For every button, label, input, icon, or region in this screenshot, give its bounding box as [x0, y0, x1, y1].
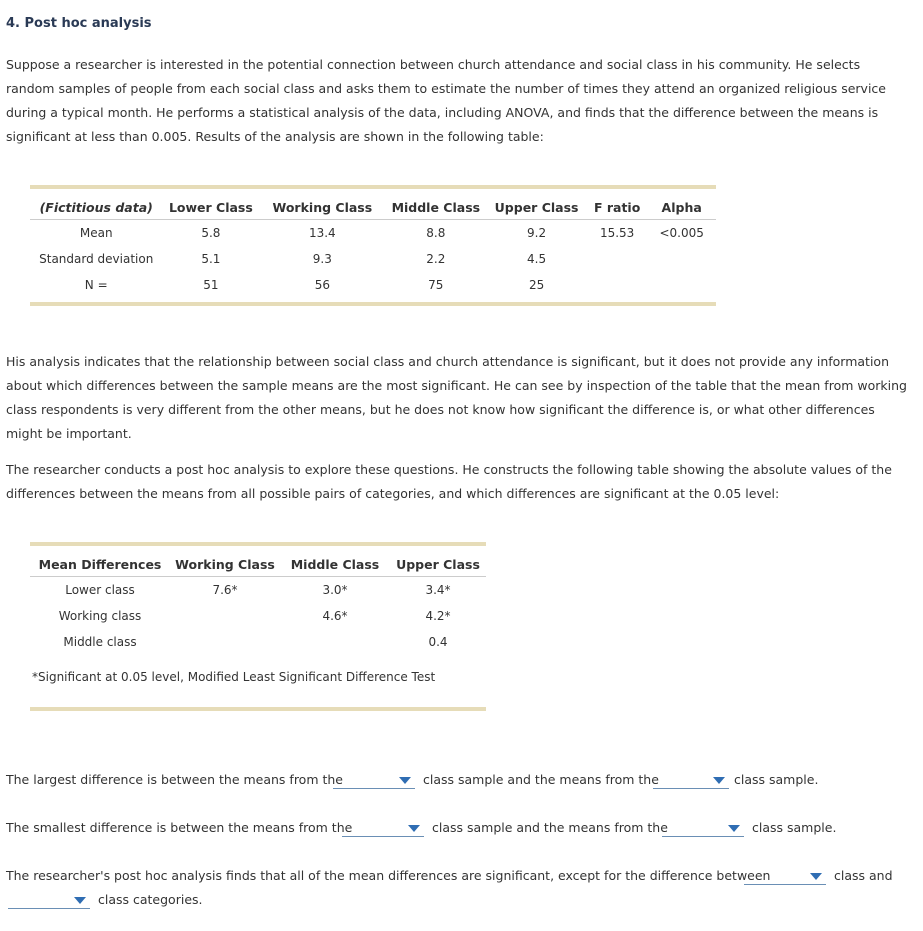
table1-top-bar	[30, 185, 716, 189]
q3-text-c: class categories.	[98, 892, 203, 907]
chevron-down-icon	[713, 777, 725, 784]
table-row	[30, 629, 486, 655]
q3-text-a: The researcher's post hoc analysis finds that all of the mean differences are significant, except for the difference between	[6, 868, 771, 883]
t1-cell: 56	[314, 278, 330, 292]
t2-cell: Middle class	[63, 635, 137, 649]
q3-dropdown-1[interactable]	[744, 868, 826, 885]
q3-dropdown-2[interactable]	[8, 892, 90, 909]
mean-differences-table	[30, 552, 486, 655]
q1-text-b: class sample and the means from the	[423, 772, 659, 787]
table2-bottom-bar	[30, 707, 486, 711]
t1-cell: 75	[428, 278, 444, 292]
q2-text-c: class sample.	[752, 820, 837, 835]
chevron-down-icon	[408, 825, 420, 832]
t1-cell: 9.3	[312, 252, 332, 266]
t1-header: F ratio	[587, 195, 647, 220]
t2-header: Working Class	[170, 552, 280, 577]
t1-cell: 5.8	[201, 226, 221, 240]
t1-header: Lower Class	[162, 195, 259, 220]
t1-cell: 25	[528, 278, 545, 292]
t1-cell: 13.4	[308, 226, 336, 240]
q1-text-c: class sample.	[734, 772, 819, 787]
t2-cell: Lower class	[65, 583, 135, 597]
t2-cell	[170, 629, 280, 655]
table1-bottom-bar	[30, 302, 716, 306]
t2-cell: Working class	[58, 609, 142, 623]
q2-dropdown-2[interactable]	[662, 820, 744, 837]
t1-cell: 8.8	[426, 226, 446, 240]
q3-text-b: class and	[834, 868, 893, 883]
significance-note: *Significant at 0.05 level, Modified Least Significant Difference Test	[32, 670, 436, 684]
q1-dropdown-1[interactable]	[333, 772, 415, 789]
t2-cell: 7.6*	[212, 583, 238, 597]
q1-dropdown-2[interactable]	[653, 772, 729, 789]
t1-header: Upper Class	[486, 195, 587, 220]
t2-cell: 4.2*	[425, 609, 451, 623]
t2-header: Mean Differences	[30, 552, 170, 577]
t2-cell: 4.6*	[322, 609, 348, 623]
table-row	[30, 603, 486, 629]
anova-table	[30, 195, 716, 298]
q2-text-a: The smallest difference is between the means from the	[6, 820, 353, 835]
t1-header: Working Class	[259, 195, 385, 220]
t1-cell	[647, 246, 716, 272]
q1-text-a: The largest difference is between the means from the	[6, 772, 343, 787]
t2-header: Middle Class	[280, 552, 390, 577]
t2-cell	[280, 629, 390, 655]
t1-cell: 9.2	[527, 226, 547, 240]
chevron-down-icon	[74, 897, 86, 904]
t1-cell: <0.005	[659, 226, 704, 240]
t2-cell: 3.4*	[425, 583, 451, 597]
t1-cell: N =	[84, 278, 108, 292]
t1-cell	[587, 272, 647, 298]
chevron-down-icon	[810, 873, 822, 880]
analysis-paragraph: His analysis indicates that the relationship between social class and church attendance is significant, but it does not provide any information about which differences between the sample means are the most significant. He can see by inspection of the table that the mean from working class respondents is very different from the other means, but he does not know how significant the difference is, or what other differences might be important.	[6, 354, 907, 441]
chevron-down-icon	[728, 825, 740, 832]
posthoc-paragraph: The researcher conducts a post hoc analysis to explore these questions. He constructs the following table showing the absolute values of the differences between the means from all possible pairs of categories, and which differences are significant at the 0.05 level:	[6, 462, 892, 501]
t1-cell	[587, 246, 647, 272]
intro-paragraph: Suppose a researcher is interested in the potential connection between church attendance and social class in his community. He selects random samples of people from each social class and asks them to estimate the number of times they attend an organized religious service during a typical month. He performs a statistical analysis of the data, including ANOVA, and finds that the difference between the means is significant at less than 0.005. Results of the analysis are shown in the following table:	[6, 57, 886, 144]
t1-header: Middle Class	[385, 195, 486, 220]
t1-cell: 51	[203, 278, 219, 292]
t1-cell: 5.1	[201, 252, 221, 266]
t1-cell: Standard deviation	[39, 252, 154, 266]
table-row	[30, 577, 486, 604]
t1-cell: 15.53	[599, 226, 635, 240]
table-row	[30, 220, 716, 247]
t2-header: Upper Class	[390, 552, 486, 577]
table2-top-bar	[30, 542, 486, 546]
table-row	[30, 246, 716, 272]
t2-cell: 0.4	[428, 635, 448, 649]
t1-header: (Fictitious data)	[30, 195, 162, 220]
t1-cell: Mean	[79, 226, 113, 240]
t2-cell: 3.0*	[322, 583, 348, 597]
page-title: 4. Post hoc analysis	[6, 16, 152, 31]
t2-cell	[170, 603, 280, 629]
t1-cell: 4.5	[527, 252, 547, 266]
t1-cell	[647, 272, 716, 298]
chevron-down-icon	[399, 777, 411, 784]
q2-text-b: class sample and the means from the	[432, 820, 668, 835]
t1-header: Alpha	[647, 195, 716, 220]
q2-dropdown-1[interactable]	[342, 820, 424, 837]
t1-cell: 2.2	[426, 252, 446, 266]
table-row	[30, 272, 716, 298]
